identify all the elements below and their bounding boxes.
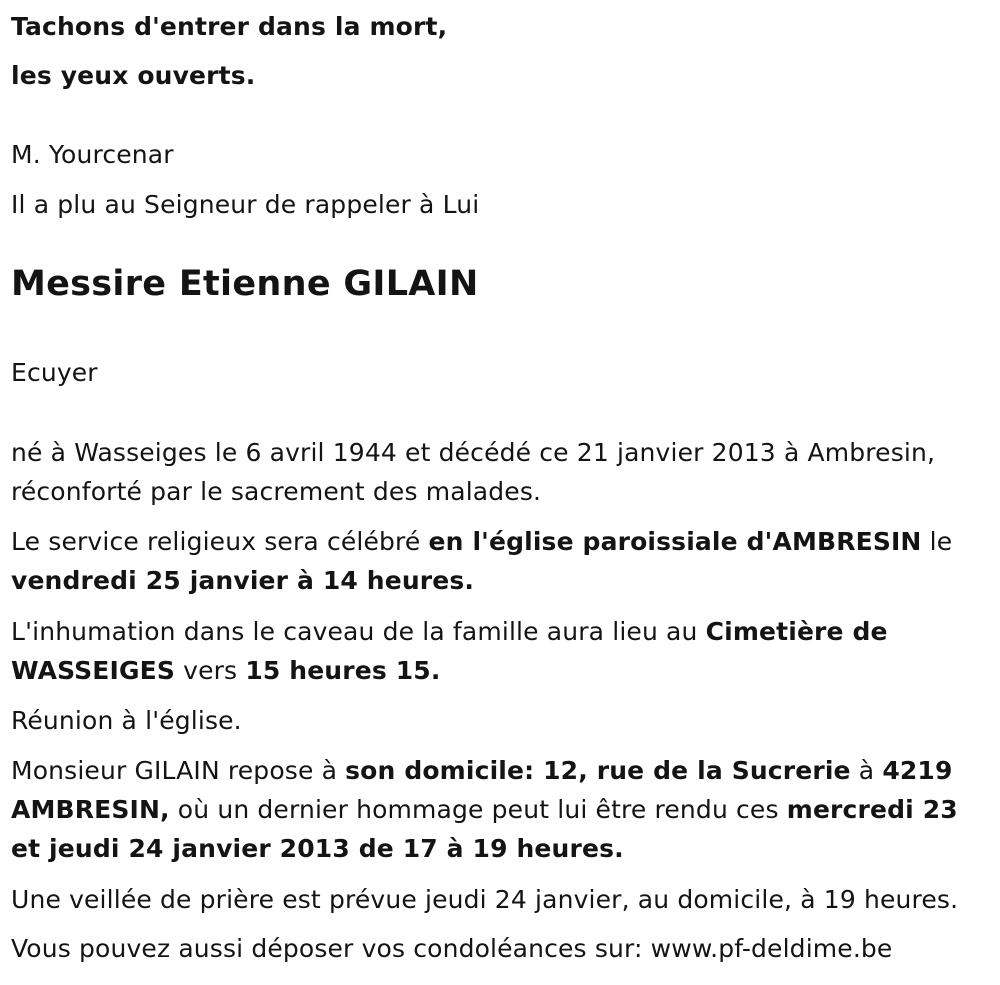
birth-death-paragraph: né à Wasseiges le 6 avril 1944 et décédé ce 21 janvier 2013 à Ambresin, réconforté par le sacrement des malades. (11, 438, 936, 506)
burial-paragraph (11, 612, 986, 690)
deceased-name: Messire Etienne GILAIN (11, 264, 479, 304)
repose-dates: mercredi 23 et jeudi 24 janvier 2013 de 17 à 19 heures. (11, 795, 958, 863)
repose-city: 4219 AMBRESIN, (11, 756, 953, 824)
repose-text-2: à (850, 756, 883, 785)
title-rank: Ecuyer (11, 358, 98, 387)
epigraph-line-2: les yeux ouverts. (11, 61, 256, 90)
vigil-text: Une veillée de prière est prévue jeudi 24 janvier, au domicile, à 19 heures. (11, 885, 959, 914)
service-text-1: Le service religieux sera célébré (11, 527, 429, 556)
repose-paragraph (11, 751, 986, 868)
service-text-2: le (921, 527, 953, 556)
service-paragraph (11, 522, 986, 600)
repose-text-3: où un dernier hommage peut lui être rendu ces (169, 795, 787, 824)
epigraph-author: M. Yourcenar (11, 140, 174, 169)
service-place: en l'église paroissiale d'AMBRESIN (428, 527, 922, 556)
reunion-text: Réunion à l'église. (11, 706, 242, 735)
epigraph-line-1: Tachons d'entrer dans la mort, (11, 12, 448, 41)
burial-place: Cimetière de WASSEIGES (11, 617, 888, 685)
repose-address: son domicile: 12, rue de la Sucrerie (345, 756, 851, 785)
burial-time: 15 heures 15. (245, 656, 441, 685)
service-when: vendredi 25 janvier à 14 heures. (11, 566, 475, 595)
intro-text: Il a plu au Seigneur de rappeler à Lui (11, 190, 480, 219)
burial-text-1: L'inhumation dans le caveau de la famille aura lieu au (11, 617, 706, 646)
condolences-text[interactable]: Vous pouvez aussi déposer vos condoléances sur: www.pf-deldime.be (11, 934, 893, 963)
repose-text-1: Monsieur GILAIN repose à (11, 756, 346, 785)
burial-text-2: vers (175, 656, 246, 685)
